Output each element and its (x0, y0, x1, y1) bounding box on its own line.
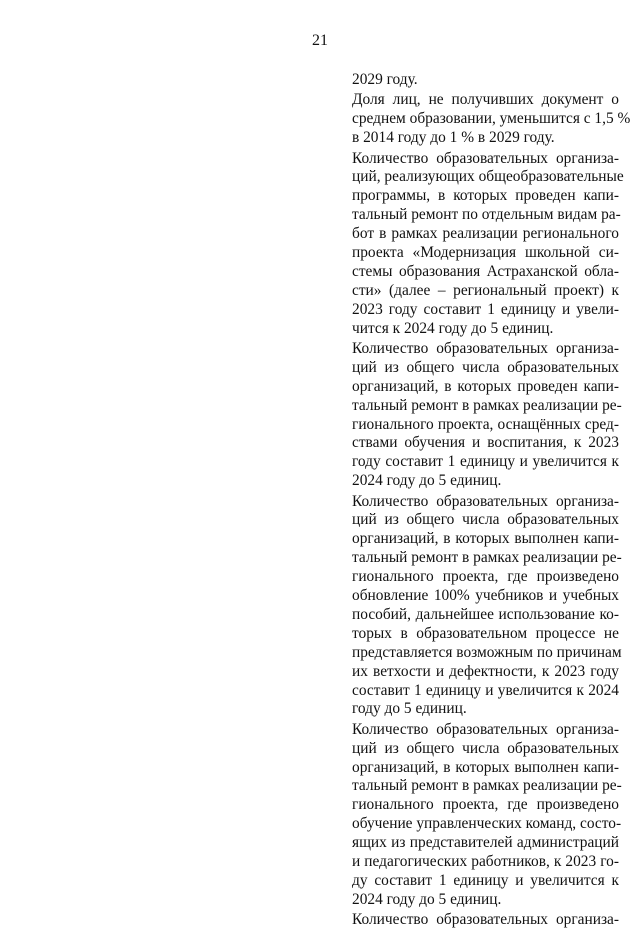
paragraph (352, 149, 624, 339)
text-line: в 2014 году до 1 % в 2029 году. (352, 129, 555, 147)
text-line: сти» (далее – региональный проект) к (352, 281, 619, 299)
text-line: тальный ремонт в рамках реализации ре- (352, 777, 622, 795)
document-text-column (352, 71, 631, 930)
text-line: организаций, в которых выполнен капи- (352, 530, 619, 548)
text-line: 2024 году до 5 единиц. (352, 890, 502, 908)
paragraph (352, 911, 619, 930)
text-line: составит 1 единицу и увеличится к 2024 (352, 681, 619, 699)
text-line: ствами обучения и воспитания, к 2023 (352, 434, 619, 452)
text-line: Количество образовательных организа- (352, 492, 619, 510)
text-line: гионального проекта, где произведено (352, 568, 619, 586)
text-line: организаций, в которых выполнен капи- (352, 758, 619, 776)
text-line: гионального проекта, где произведено (352, 796, 619, 814)
text-line: 2023 году составит 1 единицу и увели- (352, 300, 619, 318)
text-line: Доля лиц, не получивших документ о (352, 91, 619, 109)
page-number: 21 (312, 32, 328, 49)
text-line: году до 5 единиц. (352, 700, 467, 718)
text-line: Количество образовательных организа- (352, 149, 619, 167)
text-line: ций, реализующих общеобразовательные (352, 168, 624, 186)
text-line: Количество образовательных организа- (352, 911, 619, 929)
text-line: ящих из представителей администраций (352, 834, 619, 852)
paragraph (352, 71, 619, 90)
text-line: торых в образовательном процессе не (352, 624, 619, 642)
text-line: 2029 году. (352, 71, 418, 88)
text-line: обновление 100% учебников и учебных (352, 587, 619, 605)
text-line: пособий, дальнейшее использование ко- (352, 605, 619, 623)
paragraph (352, 339, 622, 491)
text-line: Количество образовательных организа- (352, 720, 619, 738)
text-line: их ветхости и дефектности, к 2023 году (352, 662, 619, 680)
text-line: среднем образовании, уменьшится с 1,5 % (352, 110, 631, 128)
paragraph (352, 91, 631, 148)
text-line: гионального проекта, оснащённых сред- (352, 415, 619, 433)
text-line: проекта «Модернизация школьной си- (352, 244, 619, 262)
paragraph (352, 720, 622, 910)
text-line: году составит 1 единицу и увеличится к (352, 453, 619, 471)
paragraph (352, 492, 622, 720)
text-line: ций из общего числа образовательных (352, 739, 619, 757)
text-line: тальный ремонт в рамках реализации ре- (352, 549, 622, 567)
text-line: обучение управленческих команд, состо- (352, 815, 622, 833)
text-line: программы, в которых проведен капи- (352, 187, 619, 205)
text-line: тальный ремонт в рамках реализации ре- (352, 396, 622, 414)
text-line: представляется возможным по причинам (352, 643, 622, 661)
text-line: организаций, в которых проведен капи- (352, 377, 619, 395)
text-line: бот в рамках реализации регионального (352, 225, 619, 243)
text-line: ций из общего числа образовательных (352, 358, 619, 376)
text-line: чится к 2024 году до 5 единиц. (352, 319, 554, 337)
text-line: и педагогических работников, к 2023 го- (352, 853, 619, 871)
text-line: 2024 году до 5 единиц. (352, 472, 502, 490)
text-line: стемы образования Астраханской обла- (352, 262, 619, 280)
text-line: ций из общего числа образовательных (352, 511, 619, 529)
text-line: тальный ремонт по отдельным видам ра- (352, 206, 621, 224)
text-line: Количество образовательных организа- (352, 339, 619, 357)
text-line: ду составит 1 единицу и увеличится к (352, 871, 619, 889)
